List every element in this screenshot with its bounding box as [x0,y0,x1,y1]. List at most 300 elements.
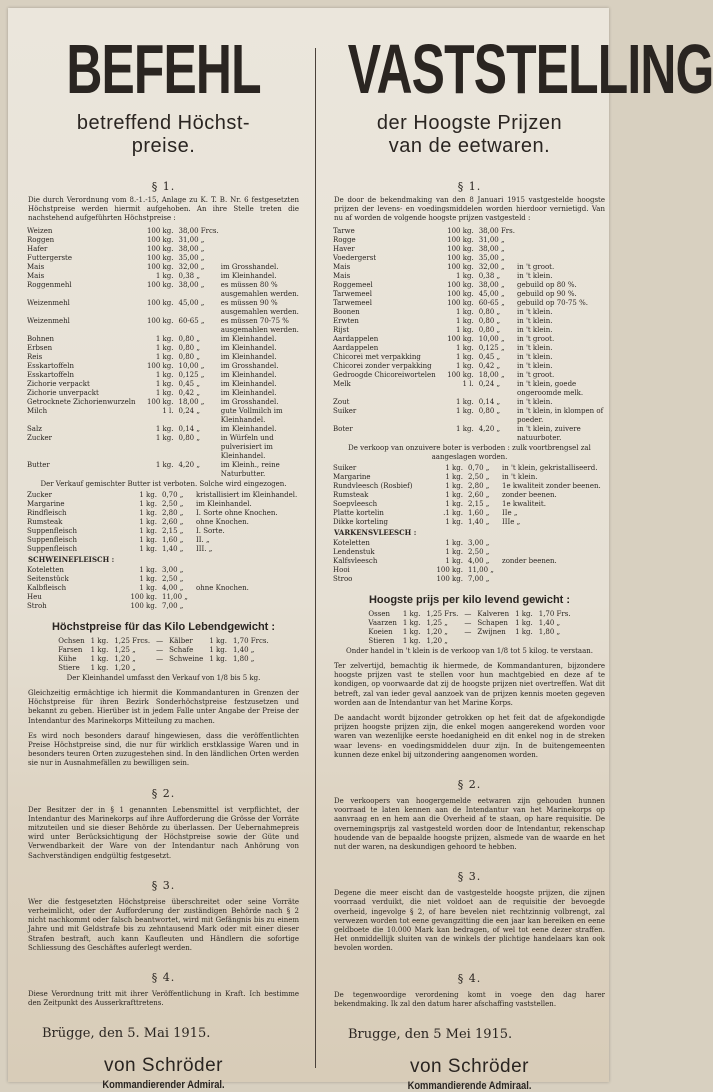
live-cell: — [464,610,472,618]
signer-rank: Kommandierende Admiraal. [407,1080,532,1092]
price-cell-note: IIe „ [502,509,518,517]
live-cell: — [156,655,164,663]
price-row [26,575,309,584]
paragraph: Gleichzeitig ermächtige ich hiermit die Kommandanturen in Grenzen der Höchstpreise für ihren Bezirk Sonderhöchstpreise festzusetzen und bekannt zu geben. Hierüber ist in jedem Falle unter Angabe der Preise der Intendantur des Marinekorps Mitteilung zu machen. [28,689,299,725]
price-cell-note: in 't klein, in klompen of poeder. [516,407,604,424]
price-cell-qty: 1 kg. [445,539,463,547]
price-cell-name: Mais [27,272,45,280]
price-cell-price: 38,00 Frs. [478,227,515,235]
price-cell-qty: 1 kg. [155,371,174,379]
live-cell: 1,25 „ [114,646,136,654]
price-cell-price: 0,45 „ [478,353,501,361]
price-cell-name: Rogge [333,236,356,244]
section-heading: § 2. [457,778,482,792]
price-cell-price: 31,00 „ [478,236,505,244]
live-cell: Farsen [58,646,83,654]
price-cell-note: 1e kwaliteit zonder beenen. [502,482,601,490]
date-line: Brugge, den 5 Mei 1915. [348,1027,513,1043]
live-cell [536,637,574,646]
price-cell-price: 0,14 „ [478,398,501,406]
subtitle-line: van de eetwaren. [388,135,551,157]
price-cell-name: Zichorie verpackt [27,380,90,388]
price-cell-name: Dikke korteling [333,518,388,526]
price-cell-price: 4,20 „ [478,425,501,433]
price-cell-qty: 100 kg. [447,290,474,298]
price-cell-price: 0,70 „ [162,491,184,499]
price-cell-qty: 1 kg. [155,353,174,361]
price-row [26,434,309,461]
price-cell-price: 1,40 „ [468,518,490,526]
price-cell-name: Butter [27,461,50,469]
butter-note: Der Verkauf gemischter Butter ist verboten. Solche wird eingezogen. [40,480,287,488]
live-row [365,610,573,619]
price-table [332,539,615,584]
live-cell: Stieren [368,637,395,645]
live-cell: Schweine [169,655,204,663]
price-row [26,299,309,317]
live-cell: 1 kg. [90,646,109,654]
live-cell: 1 kg. [209,637,227,645]
price-cell-price: 0,24 „ [178,407,200,415]
signer-name: von Schröder [409,1056,529,1078]
price-cell-note: in 't groot. [516,371,555,379]
live-cell: Kälber [169,637,193,645]
price-row [26,461,309,479]
price-cell-note: es müssen 90 % ausgemahlen werden. [220,299,299,316]
live-cell: 1 kg. [402,619,421,627]
price-row [332,254,615,263]
price-cell-price: 45,00 „ [178,299,205,307]
price-cell-note: im Kleinhandel. [220,272,277,280]
price-cell-price: 1,40 „ [162,545,184,553]
live-weight-heading: Höchstpreise für das Kilo Lebendgewicht : [51,621,276,633]
price-cell-qty: 1 kg. [445,464,463,472]
price-row [332,326,615,335]
price-cell-note: gebuild op 70-75 %. [516,299,588,307]
price-cell-qty: 1 kg. [456,353,474,361]
price-cell-qty: 1 kg. [155,272,174,280]
live-cell: Schapen [477,619,508,627]
price-row [332,308,615,317]
price-cell-qty: 1 kg. [155,380,174,388]
price-cell-qty: 1 kg. [155,335,174,343]
price-cell-note: in 't klein. [516,272,553,280]
price-row [26,263,309,272]
price-cell-qty: 100 kg. [146,281,174,289]
price-cell-name: Zucker [27,491,53,499]
price-row [26,536,309,545]
live-cell: Ossen [368,610,390,618]
live-weight-table [55,637,271,673]
price-row [332,299,615,308]
live-cell: Vaarzen [368,619,397,627]
price-cell-qty: 1 l. [162,407,174,415]
live-cell: 1 kg. [209,646,227,654]
price-cell-qty: 100 kg. [146,245,174,253]
live-cell: 1 kg. [90,655,109,663]
price-cell-qty: 100 kg. [447,245,474,253]
price-row [26,425,309,434]
price-cell-qty: 1 kg. [445,482,463,490]
price-cell-name: Zichorie unverpackt [27,389,99,397]
price-cell-price: 0,70 „ [468,464,490,472]
price-table [332,464,615,527]
price-row [332,281,615,290]
price-cell-name: Koteletten [333,539,370,547]
price-row [332,509,615,518]
price-cell-qty: 1 l. [462,380,474,388]
price-cell-note: in 't klein. [502,473,538,481]
price-cell-name: Tarwemeel [333,290,372,298]
section-heading: § 2. [151,786,176,800]
price-cell-price: 0,14 „ [178,425,200,433]
price-row [26,527,309,536]
live-weight-heading: Hoogste prijs per kilo levend gewicht : [368,594,571,606]
price-row [332,548,615,557]
price-cell-note: im Kleinhandel. [220,389,277,397]
live-cell: 1,20 „ [114,664,136,672]
price-row [332,263,615,272]
price-cell-price: 0,45 „ [178,380,200,388]
price-row [332,362,615,371]
price-cell-name: Margarine [27,500,65,508]
price-cell-price: 2,50 „ [468,473,490,481]
price-cell-qty: 100 kg. [146,236,174,244]
live-cell: Zwijnen [477,628,506,636]
price-cell-price: 2,50 „ [162,500,184,508]
price-cell-qty: 1 kg. [155,434,174,442]
live-cell: — [156,646,164,654]
price-cell-qty: 100 kg. [146,398,174,406]
price-cell-name: Zout [333,398,350,406]
price-cell-qty: 1 kg. [456,317,474,325]
live-cell: 1 kg. [402,610,421,618]
price-cell-note: im Kleinhandel. [220,335,277,343]
price-cell-note: I. Sorte. [196,527,225,535]
price-cell-note: im Grosshandel. [220,263,279,271]
live-cell: Koeien [368,628,393,636]
price-cell-note: in Würfeln und pulverisiert im Kleinhandel. [220,434,274,460]
price-cell-note [501,575,615,584]
price-cell-qty: 1 kg. [456,362,474,370]
price-cell-qty: 1 kg. [139,509,157,517]
price-cell-qty: 100 kg. [447,227,474,235]
price-cell-price: 2,80 „ [468,482,490,490]
price-cell-price: 0,24 „ [478,380,501,388]
price-cell-price: 2,15 „ [162,527,184,535]
price-row [26,362,309,371]
butter-note: De verkoop van onzuivere boter is verboden : zulk voortbrengsel zal aangeslagen worden. [348,444,591,461]
price-cell-price: 4,20 „ [178,461,200,469]
signer-rank: Kommandierender Admiral. [102,1079,225,1092]
price-cell-qty: 1 kg. [139,491,157,499]
live-cell: — [464,619,472,627]
price-cell-note [195,593,309,602]
price-cell-note: gebuild op 80 %. [516,281,577,289]
price-cell-name: Gedroogde Chicoreiwortelen [333,371,436,379]
price-cell-qty: 100 kg. [436,566,463,574]
price-cell-price: 7,00 „ [162,602,184,610]
price-cell-name: Milch [27,407,48,415]
price-cell-qty: 100 kg. [146,362,174,370]
price-cell-qty: 1 kg. [456,398,474,406]
price-cell-qty: 100 kg. [130,602,157,610]
price-row [26,509,309,518]
live-cell: 1 kg. [515,610,533,618]
price-cell-qty: 1 kg. [445,518,463,526]
price-cell-note: in 't klein, zuivere natuurboter. [516,425,581,442]
live-row [365,637,573,646]
live-cell: Ochsen [58,637,85,645]
price-row [26,518,309,527]
price-cell-name: Seitenstück [27,575,69,583]
intro-paragraph: De door de bekendmaking van den 8 Januari 1915 vastgestelde hoogste prijzen der levens- en voedingsmiddelen worden hierdoor vernietigd. Van nu af worden de volgende hoogste prijzen vastgesteld : [334,196,605,222]
price-cell-price: 2,60 „ [468,491,490,499]
price-cell-name: Aardappelen [333,335,379,343]
price-cell-name: Suppenfleisch [27,527,77,535]
price-cell-name: Roggemeel [333,281,373,289]
price-cell-price: 35,00 „ [478,254,505,262]
price-row [26,380,309,389]
price-cell-note: im Kleinhandel. [220,353,277,361]
price-cell-note: in 't klein. [516,398,553,406]
live-cell: 1,70 Frs. [538,610,571,618]
price-row [332,317,615,326]
price-cell-note: in 't klein. [516,308,553,316]
section-heading: § 4. [457,971,482,985]
price-row [332,518,615,527]
price-cell-qty: 1 kg. [139,518,157,526]
price-cell-qty: 100 kg. [447,263,474,271]
price-table [26,491,309,554]
price-cell-note: zonder beenen. [502,491,557,499]
price-cell-note [501,566,615,575]
live-cell: 1,25 Frcs. [114,637,151,645]
price-cell-name: Suiker [333,464,357,472]
price-cell-qty: 1 kg. [155,389,174,397]
price-cell-note [220,227,309,236]
price-cell-qty: 1 kg. [155,461,174,469]
price-row [332,335,615,344]
price-cell-price: 2,60 „ [162,518,184,526]
price-cell-price: 4,00 „ [162,584,184,592]
price-cell-qty: 100 kg. [447,335,474,343]
price-row [332,290,615,299]
live-cell [153,664,166,673]
live-cell: 1,70 Frcs. [232,637,269,645]
price-cell-qty: 1 kg. [445,491,463,499]
price-cell-note: im Grosshandel. [220,362,279,370]
price-cell-note: in 't klein, goede ongeroomde melk. [516,380,584,397]
price-row [332,566,615,575]
price-cell-note: II. „ [196,536,210,544]
live-cell: 1,40 „ [232,646,255,654]
price-cell-qty: 100 kg. [146,254,174,262]
price-cell-note: I. Sorte ohne Knochen. [196,509,278,517]
price-table [26,227,309,479]
live-row [365,619,573,628]
price-cell-name: Tarwe [333,227,355,235]
price-row [26,254,309,263]
live-cell: 1,80 „ [232,655,255,663]
paragraph: De tegenwoordige verordening komt in voege den dag harer bekendmaking. Ik zal den datum harer afschaffing vaststellen. [334,990,605,1008]
price-cell-name: Mais [27,263,45,271]
price-cell-price: 2,50 „ [162,575,184,583]
price-cell-name: Haver [333,245,355,253]
price-row [332,464,615,473]
price-row [26,389,309,398]
price-cell-price: 60-65 „ [178,317,205,325]
section-heading: § 1. [151,180,176,193]
intro-paragraph: Die durch Verordnung vom 8.-1.-15, Anlage zu K. T. B. Nr. 6 festgesetzten Höchstpreise werden hiermit aufgehoben. An ihre Stelle treten die nachstehend aufgeführten Höchstpreise : [28,196,299,222]
section-heading: § 4. [151,971,176,985]
price-cell-qty: 1 kg. [445,500,463,508]
price-cell-note: in 't klein. [516,344,553,352]
price-row [332,236,615,245]
price-row [26,602,309,611]
price-row [26,593,309,602]
price-cell-qty: 1 kg. [139,536,157,544]
live-row [55,664,271,673]
price-cell-qty: 1 kg. [139,527,157,535]
live-cell: — [464,628,472,636]
price-row [332,425,615,443]
live-cell: Schafe [169,646,194,654]
price-row [26,335,309,344]
price-cell-name: Suppenfleisch [27,545,77,553]
price-cell-name: Soepvleesch [333,500,378,508]
price-cell-price: 0,80 „ [478,407,501,415]
price-cell-qty: 1 kg. [139,500,157,508]
price-cell-qty: 100 kg. [447,254,474,262]
price-row [26,272,309,281]
price-cell-note: im Kleinhandel. [196,500,252,508]
price-cell-price: 18,00 „ [178,398,205,406]
price-cell-note: in 't klein. [516,317,553,325]
live-cell: 1 kg. [90,637,109,645]
price-row [26,344,309,353]
price-cell-price: 35,00 „ [178,254,205,262]
dutch-column [328,30,713,1092]
poster [8,8,713,1092]
price-table [332,227,615,443]
live-cell: — [156,637,164,645]
live-cell: 1,25 „ [426,619,448,627]
price-cell-price: 0,38 „ [178,272,200,280]
price-cell-note [516,236,615,245]
price-cell-note [220,236,309,245]
german-column [22,30,305,1092]
retail-note: Onder handel in 't klein is de verkoop van 1/8 tot 5 kilog. te verstaan. [345,647,594,655]
price-row [332,371,615,380]
section-heading: § 3. [151,878,176,892]
section-heading: § 3. [457,870,482,884]
price-cell-name: Koteletten [27,566,64,574]
price-cell-note: in 't groot. [516,335,555,343]
price-cell-price: 32,00 „ [478,263,505,271]
price-row [26,236,309,245]
price-cell-qty: 100 kg. [447,236,474,244]
price-cell-note [220,254,309,263]
price-row [332,227,615,236]
price-cell-price: 38,00 „ [178,281,205,289]
price-row [26,407,309,425]
price-cell-note [195,566,309,575]
price-cell-qty: 100 kg. [436,575,463,583]
price-cell-price: 1,60 „ [468,509,490,517]
paragraph: De verkoopers van hoogergemelde eetwaren zijn gehouden hunnen voorraad te laten kennen aan de Intendantur van het Marinekorps op aanvraag en en hem aan die Overheid af te staan, op hare requisitie. De overnemingsprijs zal vastgesteld worden door de Intendantur, rekenschap houdende van de bepaalde hoogste prijzen, alsmede van de waarde en het nut der waren, na deskundigen gehoord te hebben. [334,797,605,852]
price-cell-note: zonder beenen. [502,557,557,565]
price-cell-name: Esskartoffeln [27,371,74,379]
subtitle-line: der Hoogste Prijzen [376,112,563,134]
price-cell-price: 0,80 „ [178,434,200,442]
price-cell-qty: 1 kg. [139,584,157,592]
live-cell: 1,20 „ [426,637,448,645]
price-row [332,500,615,509]
price-row [26,491,309,500]
price-row [26,317,309,335]
price-cell-price: 31,00 „ [178,236,205,244]
price-cell-qty: 100 kg. [447,281,474,289]
price-cell-note: im Kleinhandel. [220,380,277,388]
live-cell: Stiere [58,664,80,672]
price-cell-note: in 't klein, gekristalliseerd. [502,464,598,472]
paragraph: Degene die meer eischt dan de vastgestelde hoogste prijzen, die zijnen voorraad verduikt, die niet voldoet aan de requisitie der bevoegde overheid, ingevolge § 2, of hare bevelen niet rechtzinnig volbrengt, zal verwezen worden tot eene gevangzitting die een jaar kan bereiken en eene geldboete die 10.000 Mark kan bedragen, of wel tot eene dezer straffen. Het onmiddellijk sluiten van de winkels der plichtige handelaars kan ook bevolen worden. [334,889,605,953]
price-cell-note: IIIe „ [502,518,521,526]
live-cell: 1 kg. [90,664,109,672]
price-row [26,371,309,380]
live-cell [166,664,206,673]
price-cell-note: kristallisiert im Kleinhandel. [196,491,298,499]
price-cell-qty: .1 kg. [443,509,463,517]
price-row [332,539,615,548]
price-cell-price: 0,80 „ [478,326,501,334]
price-cell-note: ohne Knochen. [196,584,249,592]
price-cell-name: Esskartoffeln [27,362,74,370]
price-cell-name: Hooi [333,566,350,574]
price-cell-qty: 1 kg. [456,272,474,280]
price-cell-name: Weizen [27,227,53,235]
price-cell-name: Getrocknete Zichorienwurzeln [27,398,136,406]
price-cell-qty: 1 kg. [456,425,474,433]
price-cell-qty: 1 kg. [456,326,474,334]
price-cell-price: 0,42 „ [478,362,501,370]
price-cell-note [195,575,309,584]
price-row [332,344,615,353]
price-cell-price: 38,00 „ [478,281,505,289]
price-cell-note [516,245,615,254]
price-cell-note: im Kleinh., reine Naturbutter. [220,461,280,478]
price-cell-price: 18,00 „ [478,371,505,379]
price-cell-name: Chicorei zonder verpakking [333,362,432,370]
price-cell-note: im Kleinhandel. [220,425,277,433]
price-cell-name: Roggen [27,236,55,244]
price-cell-note: in 't klein. [516,326,553,334]
price-cell-name: Suppenfleisch [27,536,77,544]
price-cell-note [516,227,615,236]
column-divider [315,48,316,1068]
price-cell-price: 45,00 „ [478,290,505,298]
paragraph: Der Besitzer der in § 1 genannten Lebensmittel ist verpflichtet, der Intendantur des Marinekorps auf ihre Aufforderung die Grösse der Vorräte mitzuteilen und sie dieser Behörde zu überlassen. Der Uebernahmepreis wird unter Berücksichtigung der Höchstpreise sowie der Güte und Verwendbarkeit der Ware von der Intendantur nach Anhörung von Sachverständigen endgültig festgesetzt. [28,805,299,860]
live-cell: 1 kg. [209,655,227,663]
paragraph: Es wird noch besonders darauf hingewiesen, dass die veröffentlichten Preise Höchstpreise sind, die nur für wirklich erstklassige Waren und in besonders teuren Orten zuzugestehen sind. In den ländlichen Orten werden sie nur in Ausnahmefällen zu bewilligen sein. [28,731,299,768]
price-row [26,281,309,299]
price-row [26,584,309,593]
poster-title: BEFEHL [66,30,261,109]
price-cell-qty: 1 kg. [456,344,474,352]
price-cell-name: Boonen [333,308,360,316]
price-cell-name: Mais [333,272,351,280]
